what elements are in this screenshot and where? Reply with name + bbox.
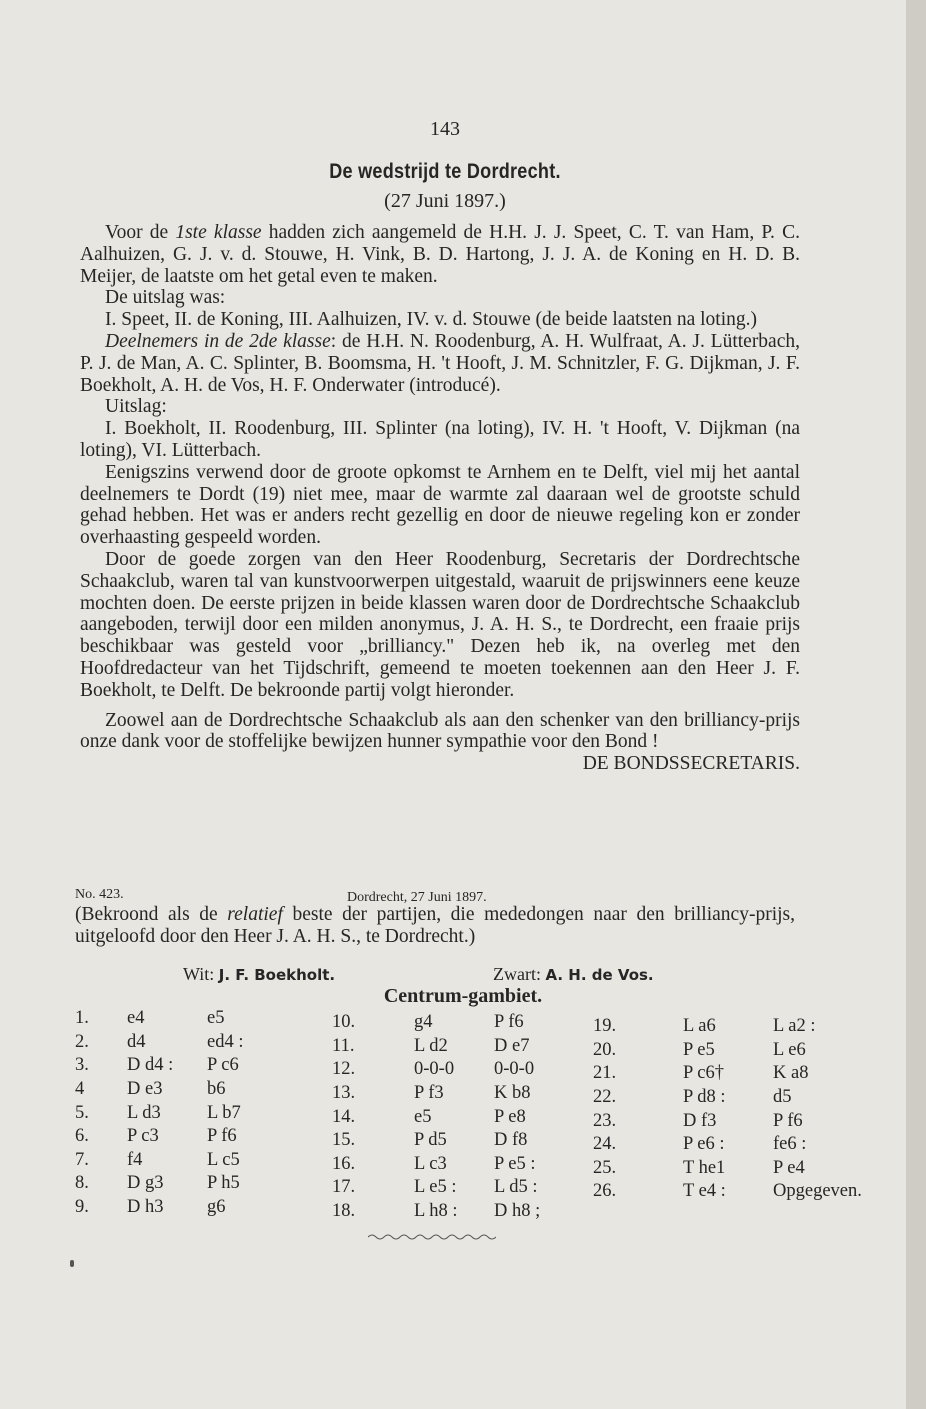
game-place-date: Dordrecht, 27 Juni 1897. bbox=[347, 890, 487, 905]
move-row bbox=[593, 1062, 862, 1086]
ink-mark bbox=[70, 1260, 74, 1267]
move-row bbox=[332, 1129, 540, 1153]
move-row bbox=[75, 1007, 277, 1031]
moves-column-3 bbox=[593, 1015, 862, 1204]
black-move: P f6 bbox=[773, 1110, 803, 1131]
white-move: T e4 : bbox=[683, 1181, 726, 1202]
move-number: 5. bbox=[75, 1102, 89, 1123]
article-date: (27 Juni 1897.) bbox=[384, 190, 506, 212]
paragraph: Uitslag: bbox=[105, 396, 167, 418]
white-move: P c3 bbox=[127, 1126, 159, 1147]
move-row bbox=[75, 1101, 277, 1125]
move-number: 23. bbox=[593, 1110, 617, 1131]
black-move: P e5 : bbox=[494, 1153, 536, 1174]
white-move: D f3 bbox=[683, 1110, 717, 1131]
move-number: 7. bbox=[75, 1149, 89, 1170]
move-number: 24. bbox=[593, 1134, 617, 1155]
move-row bbox=[332, 1058, 540, 1082]
page-edge bbox=[906, 0, 926, 1409]
move-row bbox=[75, 1078, 277, 1102]
move-number: 1. bbox=[75, 1008, 89, 1029]
black-move: d5 bbox=[773, 1087, 792, 1108]
white-move: P f3 bbox=[414, 1083, 444, 1104]
moves-column-1 bbox=[75, 1007, 277, 1219]
black-move: D e7 bbox=[494, 1035, 530, 1056]
black-move: L e6 bbox=[773, 1039, 806, 1060]
move-row bbox=[332, 1200, 540, 1224]
black-move: P f6 bbox=[494, 1012, 524, 1033]
move-row bbox=[332, 1082, 540, 1106]
black-move: g6 bbox=[207, 1197, 226, 1218]
white-move: D d4 : bbox=[127, 1055, 174, 1076]
move-row bbox=[593, 1133, 862, 1157]
game-number: No. 423. bbox=[75, 887, 124, 902]
paragraph: De uitslag was: bbox=[105, 287, 226, 309]
white-move: L d3 bbox=[127, 1102, 161, 1123]
black-move: L c5 bbox=[207, 1149, 240, 1170]
paragraph: Zoowel aan de Dordrechtsche Schaakclub als aan den schenker van den brilliancy-prijs onze dank voor de stoffelijke bewijzen hunner sympathie voor den Bond ! bbox=[80, 709, 800, 753]
move-row bbox=[332, 1035, 540, 1059]
move-row bbox=[593, 1157, 862, 1181]
move-number: 19. bbox=[593, 1016, 617, 1037]
black-move: K a8 bbox=[773, 1063, 809, 1084]
white-move: D g3 bbox=[127, 1173, 164, 1194]
article-body bbox=[80, 222, 800, 775]
black-move: ed4 : bbox=[207, 1031, 244, 1052]
paragraph: I. Speet, II. de Koning, III. Aalhuizen, IV. v. d. Stouwe (de beide laatsten na loting.) bbox=[105, 309, 758, 331]
move-row bbox=[593, 1109, 862, 1133]
white-move: L h8 : bbox=[414, 1201, 458, 1222]
move-number: 9. bbox=[75, 1197, 89, 1218]
move-number: 2. bbox=[75, 1031, 89, 1052]
move-row bbox=[593, 1180, 862, 1204]
white-move: e5 bbox=[414, 1106, 432, 1127]
black-move: P e8 bbox=[494, 1106, 526, 1127]
move-row bbox=[332, 1153, 540, 1177]
white-move: L c3 bbox=[414, 1153, 447, 1174]
paragraph: I. Boekholt, II. Roodenburg, III. Splinter (na loting), IV. H. 't Hooft, V. Dijkman (na loting), VI. Lütterbach. bbox=[80, 418, 800, 461]
move-row bbox=[332, 1011, 540, 1035]
wavy-divider bbox=[368, 1232, 496, 1242]
white-move: D e3 bbox=[127, 1079, 163, 1100]
signature: DE BONDSSECRETARIS. bbox=[582, 753, 800, 775]
black-move: P c6 bbox=[207, 1055, 239, 1076]
move-number: 22. bbox=[593, 1087, 617, 1108]
move-number: 10. bbox=[332, 1012, 356, 1033]
move-number: 6. bbox=[75, 1126, 89, 1147]
white-move: D h3 bbox=[127, 1197, 164, 1218]
move-row bbox=[332, 1105, 540, 1129]
white-move: e4 bbox=[127, 1008, 145, 1029]
black-move: L a2 : bbox=[773, 1016, 816, 1037]
paragraph: Eenigszins verwend door de groote opkomst te Arnhem en te Delft, viel mij het aantal deelnemers te Dordt (19) niet mee, maar de warmte zal daaraan wel de grootste schuld gehad hebben. Het was er anders recht gezellig en door de nieuwe regeling kon er zonder overhaasting gespeeld worden. bbox=[80, 461, 800, 549]
move-number: 13. bbox=[332, 1083, 356, 1104]
paragraph: Deelnemers in de 2de klasse: de H.H. N. Roodenburg, A. H. Wulfraat, A. J. Lütterbach, P. J. de Man, A. C. Splinter, B. Boomsma, H. 't Hooft, J. M. Schnitzler, F. G. Dijkman, J. F. Boekholt, A. H. de Vos, H. F. Onderwater (introducé). bbox=[80, 330, 800, 396]
paragraph: Voor de 1ste klasse hadden zich aangemeld de H.H. J. J. Speet, C. T. van Ham, P. C. Aalhuizen, G. J. v. d. Stouwe, H. Vink, B. D. Hartong, J. J. A. de Koning en H. D. B. Meijer, de laatste om het getal even te maken. bbox=[80, 222, 800, 287]
move-number: 26. bbox=[593, 1181, 617, 1202]
white-move: P e6 : bbox=[683, 1134, 725, 1155]
move-row bbox=[593, 1086, 862, 1110]
move-row bbox=[75, 1149, 277, 1173]
move-number: 14. bbox=[332, 1106, 356, 1127]
black-move: D h8 ; bbox=[494, 1201, 541, 1222]
move-number: 3. bbox=[75, 1055, 89, 1076]
move-number: 20. bbox=[593, 1039, 617, 1060]
white-player: Wit: J. F. Boekholt. bbox=[183, 964, 336, 984]
black-move: e5 bbox=[207, 1008, 225, 1029]
black-move: L d5 : bbox=[494, 1177, 538, 1198]
white-move: L d2 bbox=[414, 1035, 448, 1056]
black-move: P f6 bbox=[207, 1126, 237, 1147]
move-row bbox=[75, 1196, 277, 1220]
white-move: P e5 bbox=[683, 1039, 715, 1060]
move-number: 12. bbox=[332, 1059, 356, 1080]
black-move: P h5 bbox=[207, 1173, 240, 1194]
white-move: L e5 : bbox=[414, 1177, 457, 1198]
black-move: D f8 bbox=[494, 1130, 528, 1151]
move-row bbox=[332, 1176, 540, 1200]
black-move: 0-0-0 bbox=[494, 1059, 535, 1080]
page-number: 143 bbox=[430, 118, 460, 140]
move-row bbox=[75, 1054, 277, 1078]
game-description: (Bekroond als de relatief beste der partijen, die mededongen naar den brilliancy-prijs, uitgeloofd door den Heer J. A. H. S., te Dordrecht.) bbox=[75, 904, 795, 947]
black-move: L b7 bbox=[207, 1102, 241, 1123]
white-move: L a6 bbox=[683, 1016, 716, 1037]
article-title: De wedstrijd te Dordrecht. bbox=[329, 160, 561, 183]
move-number: 16. bbox=[332, 1153, 356, 1174]
white-move: g4 bbox=[414, 1012, 433, 1033]
move-row bbox=[593, 1039, 862, 1063]
move-number: 15. bbox=[332, 1130, 356, 1151]
move-row bbox=[593, 1015, 862, 1039]
black-move: P e4 bbox=[773, 1157, 805, 1178]
move-row bbox=[75, 1125, 277, 1149]
move-row bbox=[75, 1031, 277, 1055]
move-number: 25. bbox=[593, 1157, 617, 1178]
move-number: 8. bbox=[75, 1173, 89, 1194]
move-number: 21. bbox=[593, 1063, 617, 1084]
move-number: 18. bbox=[332, 1201, 356, 1222]
move-row bbox=[75, 1172, 277, 1196]
paragraph: Door de goede zorgen van den Heer Roodenburg, Secretaris der Dordrechtsche Schaakclub, waren tal van kunstvoorwerpen uitgestald, waaruit de prijswinners eene keuze mochten doen. De eerste prijzen in beide klassen waren door de Dordrechtsche Schaakclub aangeboden, terwijl door een milden anonymus, J. A. H. S., te Dordrecht, een fraaie prijs beschikbaar was gesteld voor „brilliancy." Dezen heb ik, na overleg met den Hoofdredacteur van het Tijdschrift, gemeend te moeten toekennen aan den Heer J. F. Boekholt, te Delft. De bekroonde partij volgt hieronder. bbox=[80, 548, 800, 701]
move-number: 11. bbox=[332, 1035, 355, 1056]
white-move: P c6† bbox=[683, 1063, 724, 1084]
moves-column-2 bbox=[332, 1011, 540, 1223]
black-player: Zwart: A. H. de Vos. bbox=[493, 964, 654, 984]
white-move: 0-0-0 bbox=[414, 1059, 455, 1080]
opening-name: Centrum-gambiet. bbox=[383, 985, 543, 1007]
black-move: fe6 : bbox=[773, 1134, 807, 1155]
move-number: 4 bbox=[75, 1079, 85, 1100]
white-move: P d5 bbox=[414, 1130, 447, 1151]
white-move: d4 bbox=[127, 1031, 146, 1052]
white-move: P d8 : bbox=[683, 1087, 726, 1108]
white-move: f4 bbox=[127, 1149, 143, 1170]
black-move: Opgegeven. bbox=[773, 1181, 862, 1202]
black-move: K b8 bbox=[494, 1083, 531, 1104]
white-move: T he1 bbox=[683, 1157, 726, 1178]
move-number: 17. bbox=[332, 1177, 356, 1198]
black-move: b6 bbox=[207, 1079, 226, 1100]
